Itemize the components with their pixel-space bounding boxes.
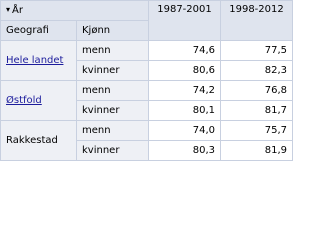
gender-label: kvinner — [77, 141, 149, 161]
kjonn-header: Kjønn — [77, 21, 149, 41]
value-cell: 76,8 — [221, 81, 293, 101]
region-label-rakkestad: Rakkestad — [6, 135, 58, 146]
value-cell: 82,3 — [221, 61, 293, 81]
gender-label: kvinner — [77, 101, 149, 121]
variable-header-cell — [1, 1, 149, 21]
table-row — [1, 81, 293, 101]
geografi-header: Geografi — [1, 21, 77, 41]
column-header-1998-2012: 1998-2012 — [221, 1, 293, 41]
value-cell: 81,9 — [221, 141, 293, 161]
value-cell: 80,3 — [149, 141, 221, 161]
region-link-ostfold[interactable]: Østfold — [6, 95, 42, 106]
value-cell: 80,1 — [149, 101, 221, 121]
gender-label: menn — [77, 121, 149, 141]
gender-label: kvinner — [77, 61, 149, 81]
region-cell-rakkestad — [1, 121, 77, 161]
value-cell: 74,2 — [149, 81, 221, 101]
value-cell: 77,5 — [221, 41, 293, 61]
caret-down-icon: ▾ — [6, 5, 11, 14]
table-row — [1, 121, 293, 141]
region-cell-ostfold — [1, 81, 77, 121]
gender-label: menn — [77, 81, 149, 101]
value-cell: 74,6 — [149, 41, 221, 61]
table-row — [1, 41, 293, 61]
variable-header-label: År — [12, 5, 23, 16]
header-row-years — [1, 1, 293, 21]
value-cell: 74,0 — [149, 121, 221, 141]
column-header-1987-2001: 1987-2001 — [149, 1, 221, 41]
region-cell-hele-landet — [1, 41, 77, 81]
value-cell: 80,6 — [149, 61, 221, 81]
region-link-hele-landet[interactable]: Hele landet — [6, 55, 64, 66]
value-cell: 81,7 — [221, 101, 293, 121]
gender-label: menn — [77, 41, 149, 61]
value-cell: 75,7 — [221, 121, 293, 141]
